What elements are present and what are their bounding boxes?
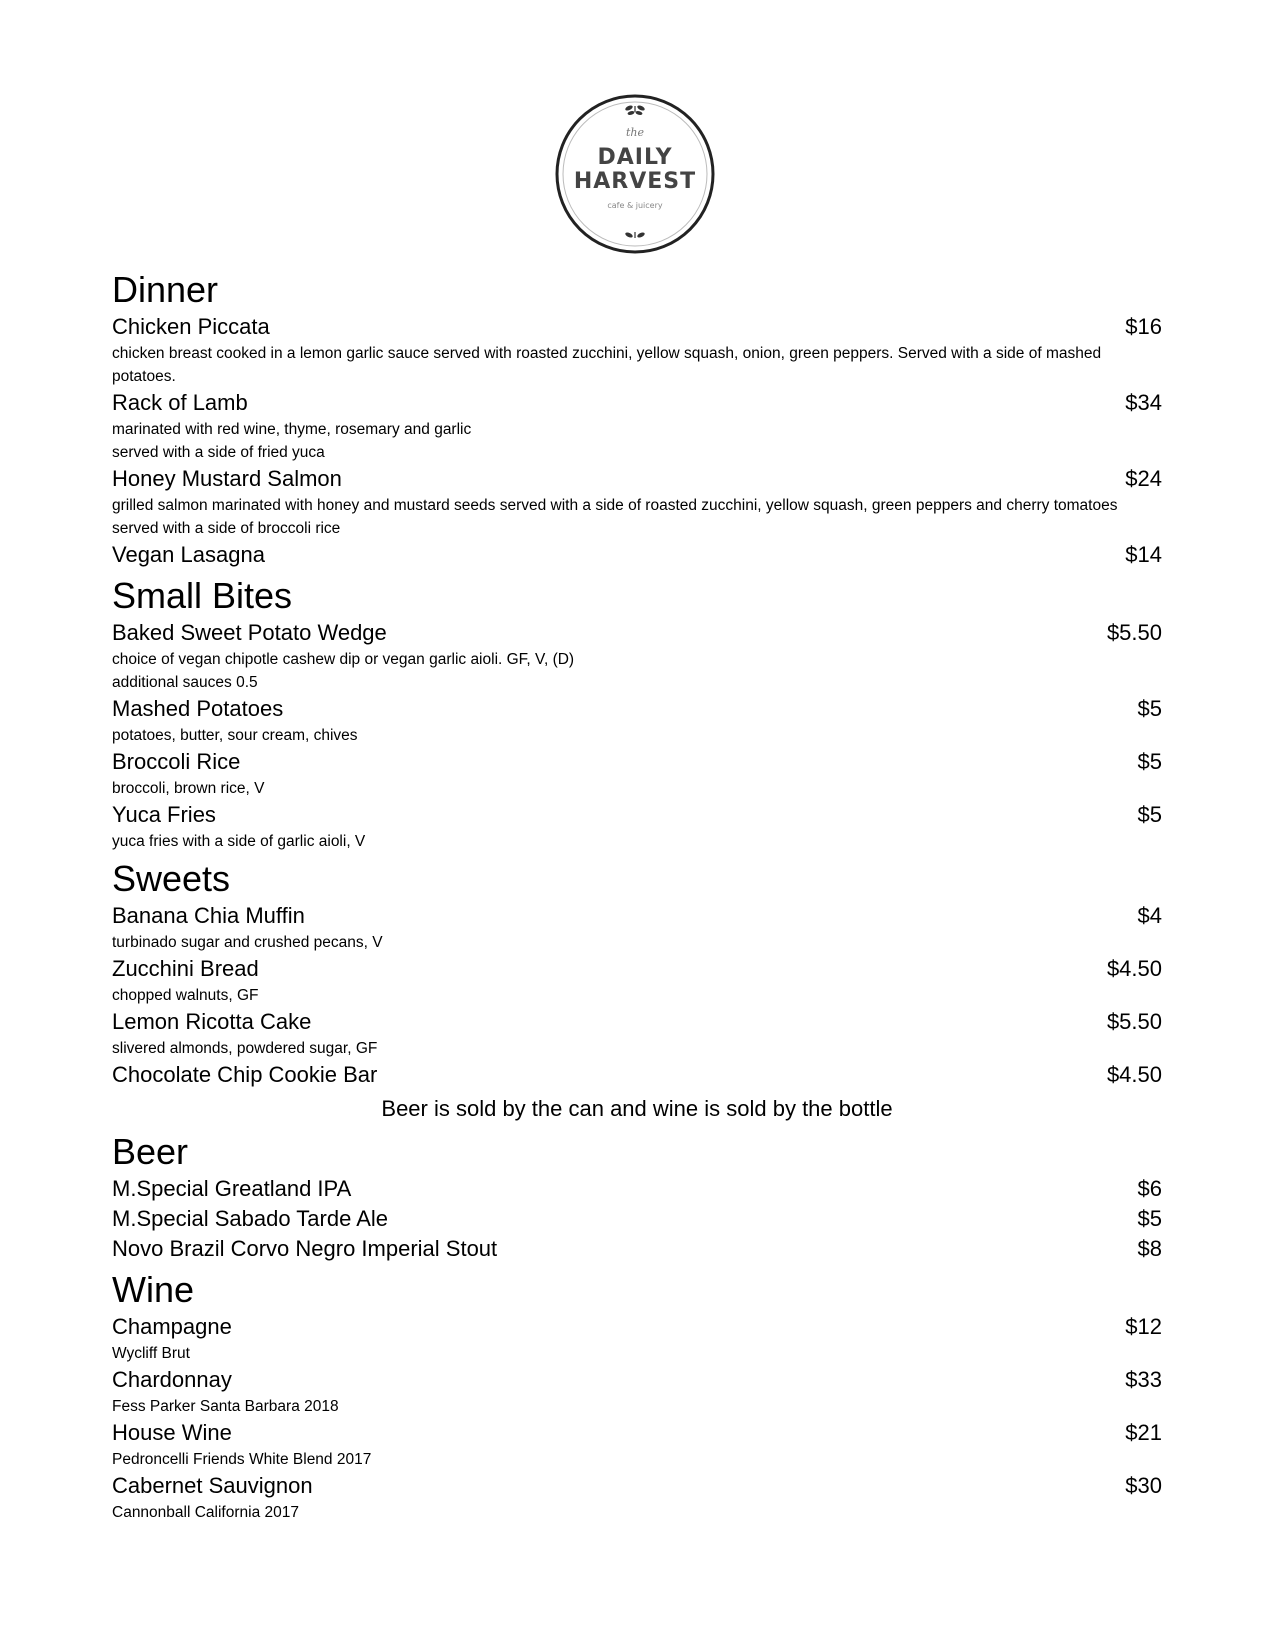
menu-item	[112, 312, 1162, 388]
menu-item-header	[112, 800, 1162, 830]
logo-line2: HARVEST	[573, 169, 697, 194]
daily-harvest-logo	[553, 92, 717, 256]
menu-item	[112, 954, 1162, 1007]
item-name: M.Special Greatland IPA	[112, 1176, 352, 1201]
item-name: Yuca Fries	[112, 802, 216, 827]
item-price: $4	[1137, 903, 1162, 928]
menu-section-wine	[112, 1268, 1162, 1528]
item-name: Chicken Piccata	[112, 314, 270, 339]
item-price: $16	[1125, 314, 1162, 339]
menu-item	[112, 1365, 1162, 1418]
item-description: slivered almonds, powdered sugar, GF	[112, 1040, 378, 1057]
item-name: Mashed Potatoes	[112, 696, 284, 721]
menu-item-header	[112, 1007, 1162, 1037]
menu-item	[112, 694, 1162, 747]
item-description: chopped walnuts, GF	[112, 987, 259, 1004]
menu-item-header	[112, 1060, 1162, 1090]
section-title: Dinner	[112, 269, 219, 310]
menu-section-dinner	[112, 268, 1162, 574]
item-name: Broccoli Rice	[112, 749, 241, 774]
section-title: Small Bites	[112, 575, 293, 616]
item-price: $6	[1137, 1176, 1162, 1201]
item-description: chicken breast cooked in a lemon garlic sauce served with roasted zucchini, yellow squash, onion, green peppers. Served with a side of mashed potatoes.	[112, 345, 1102, 385]
menu-item	[112, 901, 1162, 954]
item-description: served with a side of fried yuca	[112, 444, 325, 461]
menu-item	[112, 1312, 1162, 1365]
menu-item-header	[112, 1312, 1162, 1342]
item-description: choice of vegan chipotle cashew dip or vegan garlic aioli. GF, V, (D)	[112, 651, 575, 668]
menu-item	[112, 1060, 1162, 1090]
logo-tagline: cafe & juicery	[607, 201, 663, 210]
menu-item-header	[112, 1174, 1162, 1204]
item-name: Zucchini Bread	[112, 956, 259, 981]
menu-item-header	[112, 901, 1162, 931]
menu-item-header	[112, 388, 1162, 418]
item-price: $33	[1125, 1367, 1162, 1392]
item-price: $21	[1125, 1420, 1162, 1445]
item-price: $5	[1137, 696, 1162, 721]
item-name: Baked Sweet Potato Wedge	[112, 620, 387, 645]
section-title: Beer	[112, 1131, 189, 1172]
menu-item	[112, 1174, 1162, 1204]
menu-item-header	[112, 954, 1162, 984]
section-title: Wine	[112, 1269, 195, 1310]
item-price: $12	[1125, 1314, 1162, 1339]
item-description: yuca fries with a side of garlic aioli, V	[112, 833, 366, 850]
item-name: Cabernet Sauvignon	[112, 1473, 313, 1498]
menu-item-header	[112, 1365, 1162, 1395]
menu-item	[112, 1418, 1162, 1471]
item-description: served with a side of broccoli rice	[112, 520, 341, 537]
item-description: potatoes, butter, sour cream, chives	[112, 727, 358, 744]
item-name: Novo Brazil Corvo Negro Imperial Stout	[112, 1236, 498, 1261]
menu-item-header	[112, 618, 1162, 648]
item-name: Champagne	[112, 1314, 232, 1339]
menu-item-header	[112, 1471, 1162, 1501]
item-name: Banana Chia Muffin	[112, 903, 305, 928]
menu-section-beer	[112, 1130, 1162, 1268]
item-price: $8	[1137, 1236, 1162, 1261]
item-description: Wycliff Brut	[112, 1345, 190, 1362]
menu-item-header	[112, 464, 1162, 494]
menu-item	[112, 1471, 1162, 1524]
item-price: $24	[1125, 466, 1162, 491]
menu-item	[112, 540, 1162, 570]
item-description: Fess Parker Santa Barbara 2018	[112, 1398, 339, 1415]
item-price: $4.50	[1106, 1062, 1162, 1087]
menu-item-header	[112, 540, 1162, 570]
item-description: grilled salmon marinated with honey and mustard seeds served with a side of roasted zucchini, yellow squash, green peppers and cherry tomatoes	[112, 497, 1118, 514]
menu-item	[112, 388, 1162, 464]
menu-item	[112, 464, 1162, 540]
menu-item	[112, 800, 1162, 853]
menu-item-header	[112, 747, 1162, 777]
menu-item	[112, 1204, 1162, 1234]
menu-item-header	[112, 1204, 1162, 1234]
item-price: $14	[1125, 542, 1162, 567]
section-title: Sweets	[112, 858, 231, 899]
item-price: $5.50	[1106, 620, 1162, 645]
menu-section-sweets	[112, 857, 1162, 1130]
item-name: M.Special Sabado Tarde Ale	[112, 1206, 388, 1231]
item-price: $5	[1137, 749, 1162, 774]
logo-emblem	[553, 92, 717, 256]
item-price: $30	[1125, 1473, 1162, 1498]
logo-line1: DAILY	[597, 145, 673, 170]
item-name: Chardonnay	[112, 1367, 232, 1392]
menu-item-header	[112, 312, 1162, 342]
menu-item-header	[112, 1418, 1162, 1448]
menu-item	[112, 1007, 1162, 1060]
item-name: Chocolate Chip Cookie Bar	[112, 1062, 378, 1087]
menu-content	[112, 268, 1162, 1528]
item-description: marinated with red wine, thyme, rosemary and garlic	[112, 421, 472, 438]
item-name: Vegan Lasagna	[112, 542, 265, 567]
item-price: $5	[1137, 1206, 1162, 1231]
item-name: Rack of Lamb	[112, 390, 248, 415]
menu-item	[112, 618, 1162, 694]
item-price: $4.50	[1106, 956, 1162, 981]
menu-note: Beer is sold by the can and wine is sold by the bottle	[381, 1096, 893, 1121]
logo-small-text: the	[625, 126, 645, 139]
section-spacer	[112, 1524, 1162, 1528]
item-description: turbinado sugar and crushed pecans, V	[112, 934, 383, 951]
item-price: $5.50	[1106, 1009, 1162, 1034]
item-description: additional sauces 0.5	[112, 674, 258, 691]
item-name: Lemon Ricotta Cake	[112, 1009, 312, 1034]
menu-item-header	[112, 694, 1162, 724]
item-name: House Wine	[112, 1420, 232, 1445]
item-price: $5	[1137, 802, 1162, 827]
item-description: broccoli, brown rice, V	[112, 780, 265, 797]
item-price: $34	[1125, 390, 1162, 415]
menu-item	[112, 1234, 1162, 1264]
item-description: Pedroncelli Friends White Blend 2017	[112, 1451, 372, 1468]
menu-section-small-bites	[112, 574, 1162, 857]
menu-item	[112, 747, 1162, 800]
item-description: Cannonball California 2017	[112, 1504, 299, 1521]
item-name: Honey Mustard Salmon	[112, 466, 342, 491]
menu-item-header	[112, 1234, 1162, 1264]
